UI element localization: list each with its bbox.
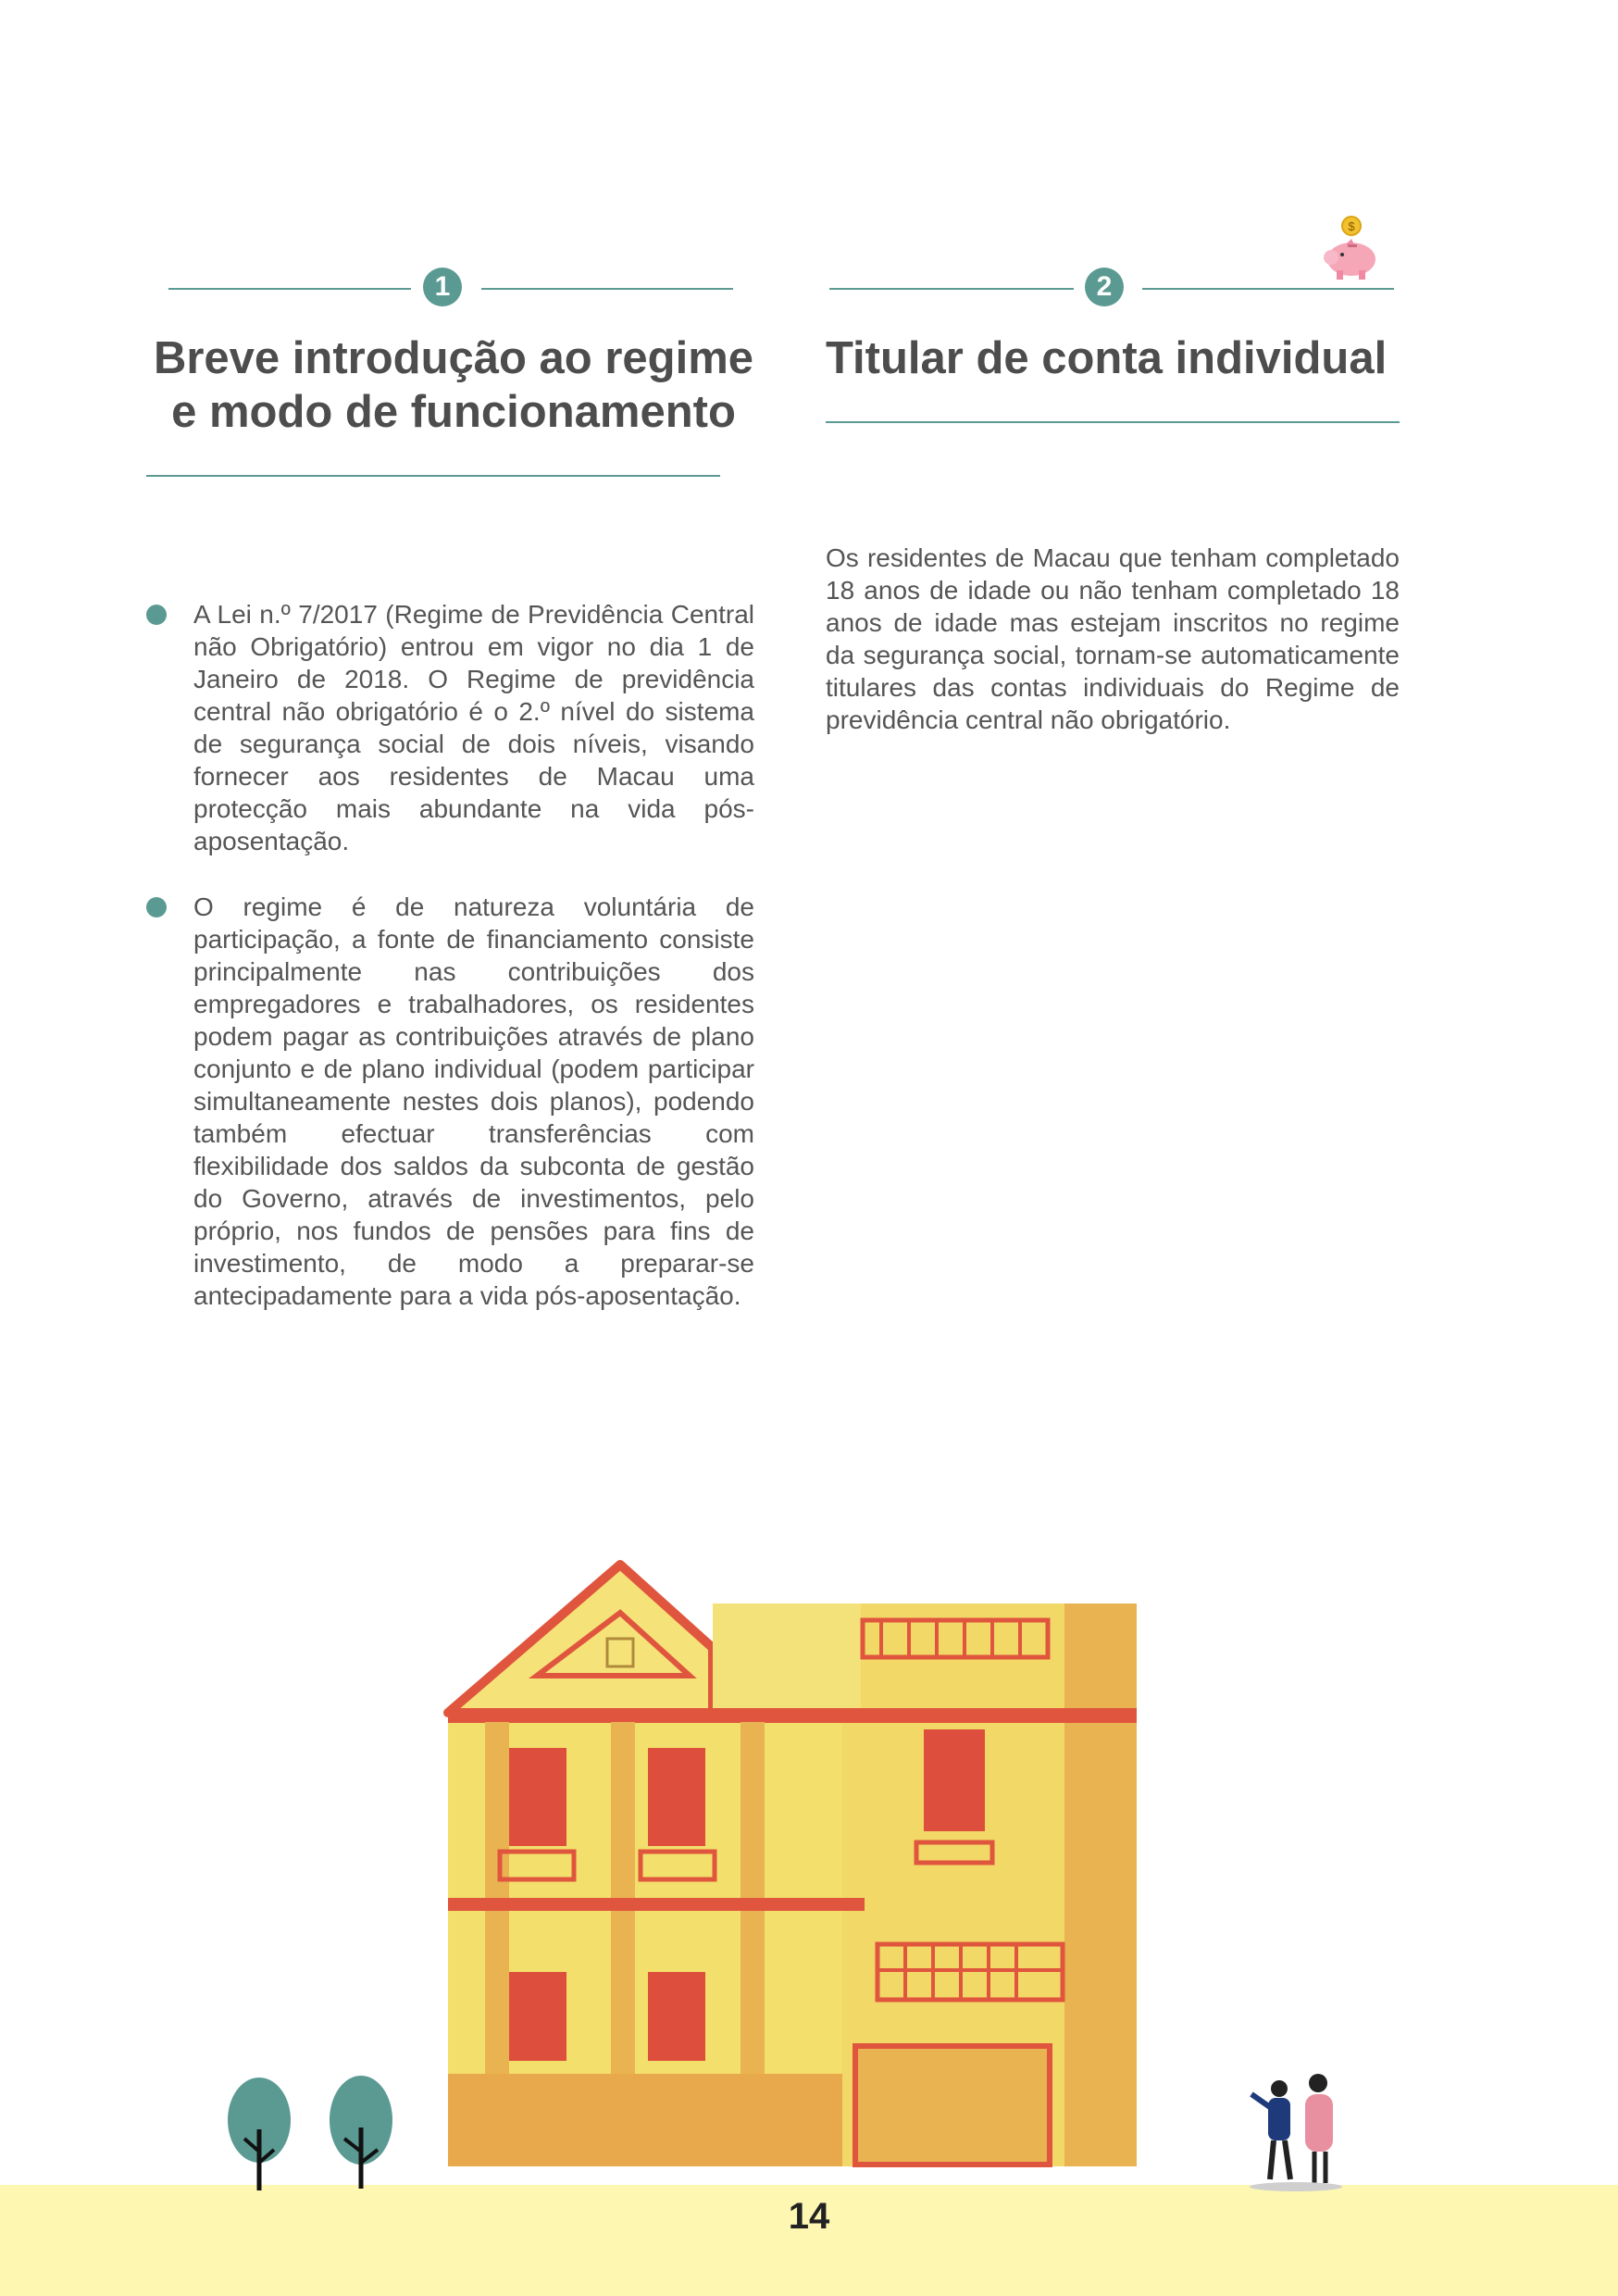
page-number: 14 bbox=[788, 2196, 830, 2237]
people-illustration bbox=[1240, 2070, 1351, 2196]
bullet-icon bbox=[146, 897, 167, 917]
section1-bullet-2: O regime é de natureza voluntária de participação, a fonte de financiamento consiste principalmente nas contribuições dos empregadores e trabalhadores, os residentes podem pagar as contribuições através de plano conjunto e de plano individual (podem participar simultaneamente nestes dois planos), podendo também efectuar transferências com flexibilidade dos saldos da subconta de gestão do Governo, através de investimentos, pelo próprio, nos fundos de pensões para fins de investimento, de modo a preparar-se antecipadamente para a vida pós-aposentação. bbox=[193, 892, 754, 1310]
section1-title-line2: e modo de funcionamento bbox=[171, 387, 736, 437]
piggy-bank-icon bbox=[1314, 211, 1388, 285]
bullet-icon bbox=[146, 605, 167, 625]
building-illustration bbox=[435, 1555, 1139, 2185]
coin-symbol: $ bbox=[1348, 219, 1355, 233]
section2-number-badge: 2 bbox=[1085, 268, 1124, 306]
section1-rule-left bbox=[168, 288, 411, 290]
tree-icon bbox=[324, 2070, 398, 2194]
section2-title-underline bbox=[826, 421, 1400, 423]
section1-title-underline bbox=[146, 475, 720, 477]
section2-title: Titular de conta individual bbox=[826, 333, 1388, 383]
section1-title-line1: Breve introdução ao regime bbox=[153, 333, 754, 383]
section2-rule-left bbox=[829, 288, 1074, 290]
section1-title bbox=[139, 331, 768, 439]
section1-bullet-1: A Lei n.º 7/2017 (Regime de Previdência Central não Obrigatório) entrou em vigor no dia 1 de Janeiro de 2018. O Regime de previdência central não obrigatório é o 2.º nível do sistema de segurança social de dois níveis, visando fornecer aos residentes de Macau uma protecção mais abundante na vida pós-aposentação. bbox=[193, 600, 754, 855]
section1-number-badge: 1 bbox=[423, 268, 462, 306]
section2-paragraph: Os residentes de Macau que tenham completado 18 anos de idade ou não tenham completado 18 anos de idade mas estejam inscritos no regime da segurança social, tornam-se automaticamente titulares das contas individuais do Regime de previdência central não obrigatório. bbox=[826, 543, 1400, 734]
tree-icon bbox=[222, 2074, 296, 2194]
section1-rule-right bbox=[481, 288, 733, 290]
section2-rule-right bbox=[1142, 288, 1394, 290]
